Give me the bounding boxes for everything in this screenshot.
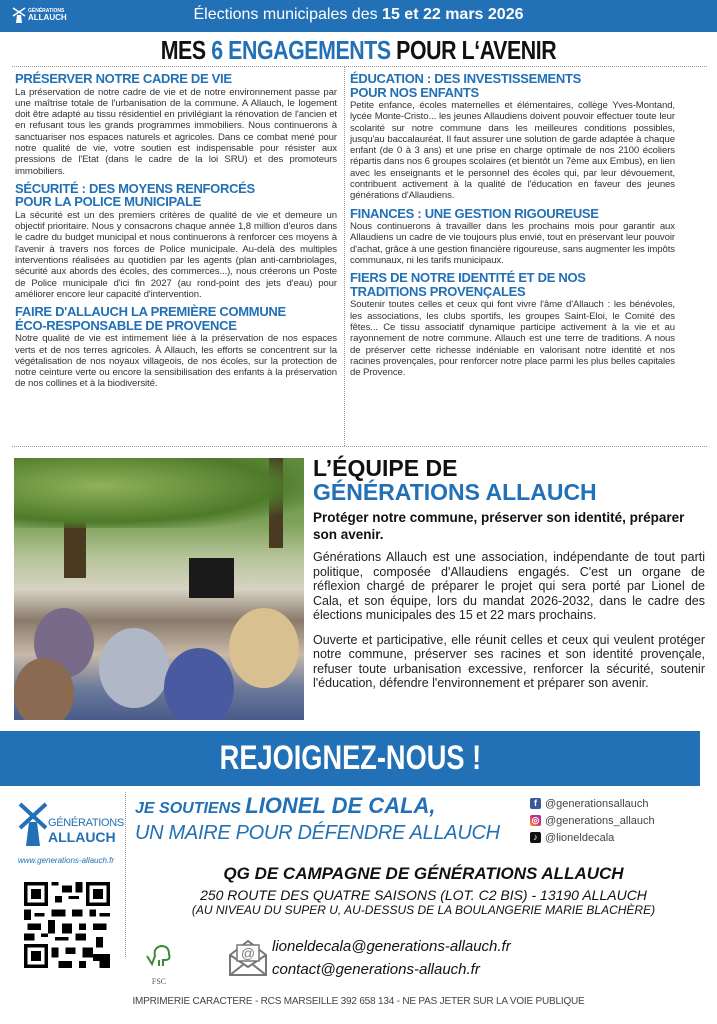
section-text: Nous continuerons à travailler dans les prochains mois pour garantir aux Allaudiens un cadre de vie toujours plus envié, tout en préservant leur pouvoir d'achat, grâce à une gestion financière rigoureuse, sans augmenter les impôts communaux, ni les tarifs municipaux. <box>350 221 675 267</box>
instagram-icon: ◎ <box>531 815 540 825</box>
title-part1: MES <box>160 35 212 65</box>
tree-check-icon <box>143 942 175 972</box>
section-heading: FIERS DE NOTRE IDENTITÉ ET DE NOS TRADITIONS PROVENÇALES <box>350 270 586 299</box>
social-facebook[interactable] <box>530 795 655 812</box>
engagement-cadre-de-vie <box>15 72 337 177</box>
hq-heading: QG DE CAMPAGNE DE GÉNÉRATIONS ALLAUCH <box>223 864 624 883</box>
divider <box>344 66 345 446</box>
header-logo-small: GÉNÉRATIONS <box>28 8 65 14</box>
team-meeting-photo <box>14 458 304 720</box>
title-part2: 6 ENGAGEMENTS <box>211 35 391 65</box>
hq-note: (AU NIVEAU DU SUPER U, AU-DESSUS DE LA BOULANGERIE MARIE BLACHÈRE) <box>191 903 656 917</box>
hq-address: 250 ROUTE DES QUATRE SAISONS (LOT. C2 BIS) - 13190 ALLAUCH <box>200 887 647 903</box>
team-paragraph: Ouverte et participative, elle réunit celles et ceux qui veulent protéger notre commune, préserver ses racines et son identité provençale, refuser toute urbanisation excessive, renforcer la sécurité, soutenir l'éducation, défendre l'environnement et préparer son avenir. <box>313 632 705 690</box>
logo-small-text: GÉNÉRATIONS <box>48 817 124 829</box>
team-paragraph: Générations Allauch est une association, indépendante de tout parti politique, composée d'Allaudiens engagés. C'est un organe de réflexion chargé de préparer le projet qui sera porté par Lionel de Cala, et son équipe, lors du mandat 2026-2032, dans le cadre des élections municipales des 15 et 22 mars prochains. <box>313 550 705 622</box>
engagement-identite <box>350 271 675 378</box>
section-heading: SÉCURITÉ : DES MOYENS RENFORCÉS POUR LA POLICE MUNICIPALE <box>15 180 255 210</box>
engagement-education <box>350 72 675 202</box>
left-column <box>15 72 337 390</box>
social-handle: @lioneldecala <box>545 831 615 844</box>
svg-text:@: @ <box>240 945 256 961</box>
right-column <box>350 72 675 378</box>
social-instagram[interactable] <box>530 812 655 829</box>
logo-big-text: ALLAUCH <box>48 829 116 845</box>
divider <box>12 66 707 67</box>
team-title-line2: GÉNÉRATIONS ALLAUCH <box>313 479 597 505</box>
team-title-line1: L’ÉQUIPE DE <box>313 455 458 481</box>
email-link[interactable]: lioneldecala@generations-allauch.fr <box>272 938 511 955</box>
section-text: Notre qualité de vie est intimement liée à la préservation de nos espaces verts et de nos terres agricoles. À Allauch, les efforts se concentrent sur la végétalisation de nos noyaux villageois, de nos écoles, sur la protection de notre ceinture verte ou encore la sensibilisation des enfants à la préservation de nos collines et à la biodiversité. <box>15 333 337 390</box>
social-handle: @generationsallauch <box>545 797 649 810</box>
team-subtitle: Protéger notre commune, préserver son identité, préparer son avenir. <box>313 510 685 542</box>
section-heading: ÉDUCATION : DES INVESTISSEMENTS POUR NOS ENFANTS <box>350 71 581 100</box>
section-heading: FAIRE D'ALLAUCH LA PREMIÈRE COMMUNE ÉCO-RESPONSABLE DE PROVENCE <box>15 304 286 333</box>
section-heading: PRÉSERVER NOTRE CADRE DE VIE <box>15 71 232 86</box>
print-footer: IMPRIMERIE CARACTERE - RCS MARSEILLE 392 658 134 - NE PAS JETER SUR LA VOIE PUBLIQUE <box>132 996 585 1007</box>
divider <box>125 792 126 957</box>
top-banner <box>0 0 717 32</box>
engagement-securite <box>15 182 337 300</box>
fsc-label: FSC <box>151 977 167 986</box>
join-label: REJOIGNEZ-NOUS ! <box>219 739 481 777</box>
email-link[interactable]: contact@generations-allauch.fr <box>272 961 480 978</box>
qr-code[interactable] <box>24 880 110 970</box>
engagement-finances <box>350 207 675 267</box>
header-logo <box>12 7 67 23</box>
support-line2: UN MAIRE POUR DÉFENDRE ALLAUCH <box>135 822 500 844</box>
support-prefix: JE SOUTIENS <box>135 800 246 817</box>
section-heading: FINANCES : UNE GESTION RIGOUREUSE <box>350 205 599 221</box>
join-banner <box>0 731 700 786</box>
header-logo-big: ALLAUCH <box>28 13 67 22</box>
tiktok-icon: ♪ <box>530 832 541 843</box>
support-slogan <box>135 794 520 845</box>
dates-prefix: Élections municipales des <box>193 6 383 23</box>
fsc-logo <box>143 942 175 986</box>
dates-bold: 15 et 22 mars 2026 <box>382 6 524 23</box>
page-title <box>65 36 653 64</box>
windmill-icon <box>12 7 26 23</box>
social-handle: @generations_allauch <box>545 814 655 827</box>
divider <box>12 446 707 447</box>
email-list <box>272 935 511 981</box>
section-text: La préservation de notre cadre de vie et de notre environnement passe par une maîtrise totale de l'urbanisation de la commune. A Allauch, le logement doit être adapté au tissu résidentiel en privilégiant la rénovation de l'ancien et en refusant tous les grands programmes immobiliers. Nous continuerons à sanctuariser nos espaces naturels et agricoles. Dans ce combat mené pour notre qualité de vie, votre soutien est indispensable pour résister aux pressions de l'Etat (dans le cadre de la loi SRU) et des promoteurs immobiliers. <box>15 86 337 177</box>
website-link[interactable]: www.generations-allauch.fr <box>18 856 115 865</box>
windmill-icon <box>18 800 48 848</box>
candidate-name: LIONEL DE CALA, <box>245 793 436 818</box>
section-text: La sécurité est un des premiers critères de qualité de vie et demeure un objectif prioritaire. Nous y consacrons chaque année 1,8 million d'euros dans le cadre du budget municipal et nous continuerons à renforcer ces moyens à l'avenir à travers nos forces de Police municipale. Au-delà des multiples interventions réalisées au quotidien par les agents (plan anti-cambriolages, sécurité aux abords des écoles, des commerces...), nous créerons un Poste de Police municipale d'ici fin 2027 (au rond-point des jets d'eau) pour améliorer encore leur capacité d'intervention. <box>15 209 337 300</box>
section-text: Soutenir toutes celles et ceux qui font vivre l'âme d'Allauch : les bénévoles, les associations, les clubs sportifs, les groupes Saint-Eloi, le Comité des fêtes... Ce tissu associatif dynamique participe activement à la vie et au rayonnement de notre commune. Allauch est une terre de traditions. A nous de préserver cette richesse indéniable en valorisant notre identité et nos racines provençales, pour renforcer notre place parmi les plus belles capitales de Provence. <box>350 299 675 379</box>
social-links <box>530 795 655 846</box>
envelope-at-icon <box>228 937 268 977</box>
engagement-eco-responsable <box>15 305 337 389</box>
social-tiktok[interactable] <box>530 829 655 846</box>
campaign-hq <box>130 864 717 917</box>
team-section <box>313 456 705 691</box>
election-dates <box>100 6 617 24</box>
title-part3: POUR L‘AVENIR <box>390 35 557 65</box>
section-text: Petite enfance, écoles maternelles et élémentaires, collège Yves-Montand, lycée Monte-Cristo... les jeunes Allaudiens doivent pouvoir effectuer toute leur scolarité sur notre commune dans les meilleures conditions possibles, jusqu'au baccalauréat. Il faut assurer une solution de garde adaptée à chaque enfant (de 0 à 3 ans) et une prise en charge optimale de nos 2100 écoliers répartis dans nos 6 groupes scolaires (et bientôt un 7ème aux Embus), en lien avec les enseignants et le personnel des écoles qui, par leur dévouement, contribuent activement à la qualité de l'éducation en faveur des jeunes générations d'Allaudiens. <box>350 100 675 202</box>
generations-allauch-logo <box>18 800 123 850</box>
facebook-icon: f <box>530 798 541 809</box>
